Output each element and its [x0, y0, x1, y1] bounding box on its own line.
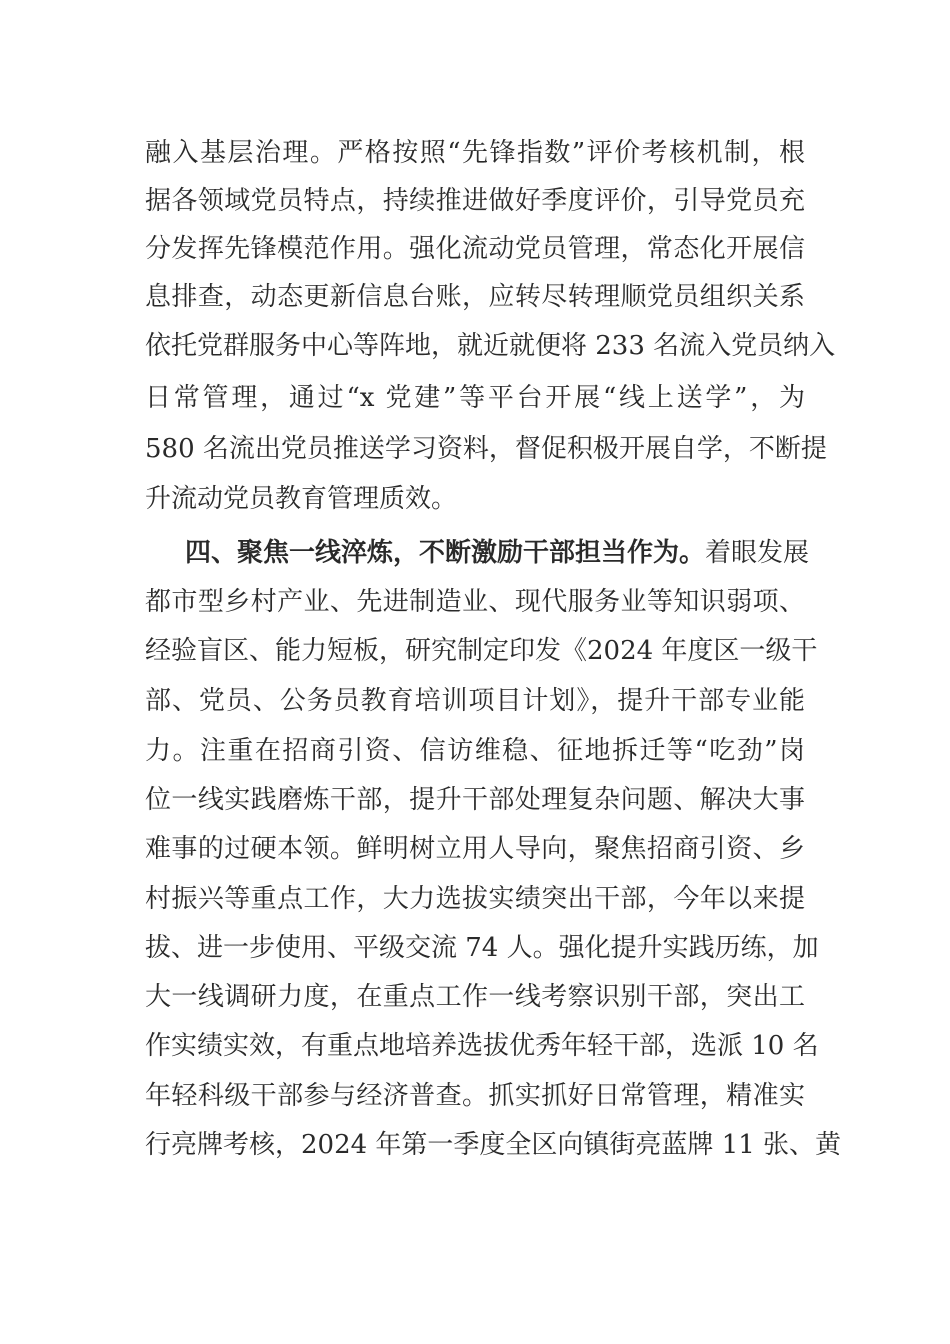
- paragraph-line: 日常管理，通过“x 党建”等平台开展“线上送学”，为: [145, 383, 805, 413]
- paragraph-line: 580 名流出党员推送学习资料，督促积极开展自学，不断提: [145, 434, 827, 464]
- section-heading: 四、聚焦一线淬炼，不断激励干部担当作为。: [185, 538, 706, 568]
- paragraph-line: 位一线实践磨炼干部，提升干部处理复杂问题、解决大事: [145, 785, 805, 815]
- paragraph-line: 行亮牌考核，2024 年第一季度全区向镇街亮蓝牌 11 张、黄: [145, 1130, 842, 1160]
- paragraph-line: 部、党员、公务员教育培训项目计划》，提升干部专业能: [145, 686, 805, 716]
- paragraph-line: 融入基层治理。严格按照“先锋指数”评价考核机制，根: [145, 138, 805, 168]
- paragraph-line: 息排查，动态更新信息台账，应转尽转理顺党员组织关系: [145, 282, 805, 312]
- paragraph-first-line: [185, 528, 810, 578]
- paragraph-line: 依托党群服务中心等阵地，就近就便将 233 名流入党员纳入: [145, 331, 836, 361]
- paragraph-line: 升流动党员教育管理质效。: [145, 484, 458, 514]
- paragraph-line: 大一线调研力度，在重点工作一线考察识别干部，突出工: [145, 982, 805, 1012]
- paragraph-line: 据各领域党员特点，持续推进做好季度评价，引导党员充: [145, 186, 805, 216]
- paragraph-line: 村振兴等重点工作，大力选拔实绩突出干部，今年以来提: [145, 884, 805, 914]
- paragraph-line: 经验盲区、能力短板，研究制定印发《2024 年度区一级干: [145, 636, 818, 666]
- paragraph-line: 年轻科级干部参与经济普查。抓实抓好日常管理，精准实: [145, 1081, 805, 1111]
- paragraph-line: 分发挥先锋模范作用。强化流动党员管理，常态化开展信: [145, 234, 805, 264]
- paragraph-line: 力。注重在招商引资、信访维稳、征地拆迁等“吃劲”岗: [145, 736, 805, 766]
- paragraph-line-rest: 着眼发展: [705, 538, 810, 568]
- paragraph-line: 作实绩实效，有重点地培养选拔优秀年轻干部，选派 10 名: [145, 1031, 819, 1061]
- paragraph-line: 都市型乡村产业、先进制造业、现代服务业等知识弱项、: [145, 587, 805, 617]
- paragraph-line: 难事的过硬本领。鲜明树立用人导向，聚焦招商引资、乡: [145, 834, 805, 864]
- paragraph-line: 拔、进一步使用、平级交流 74 人。强化提升实践历练，加: [145, 933, 819, 963]
